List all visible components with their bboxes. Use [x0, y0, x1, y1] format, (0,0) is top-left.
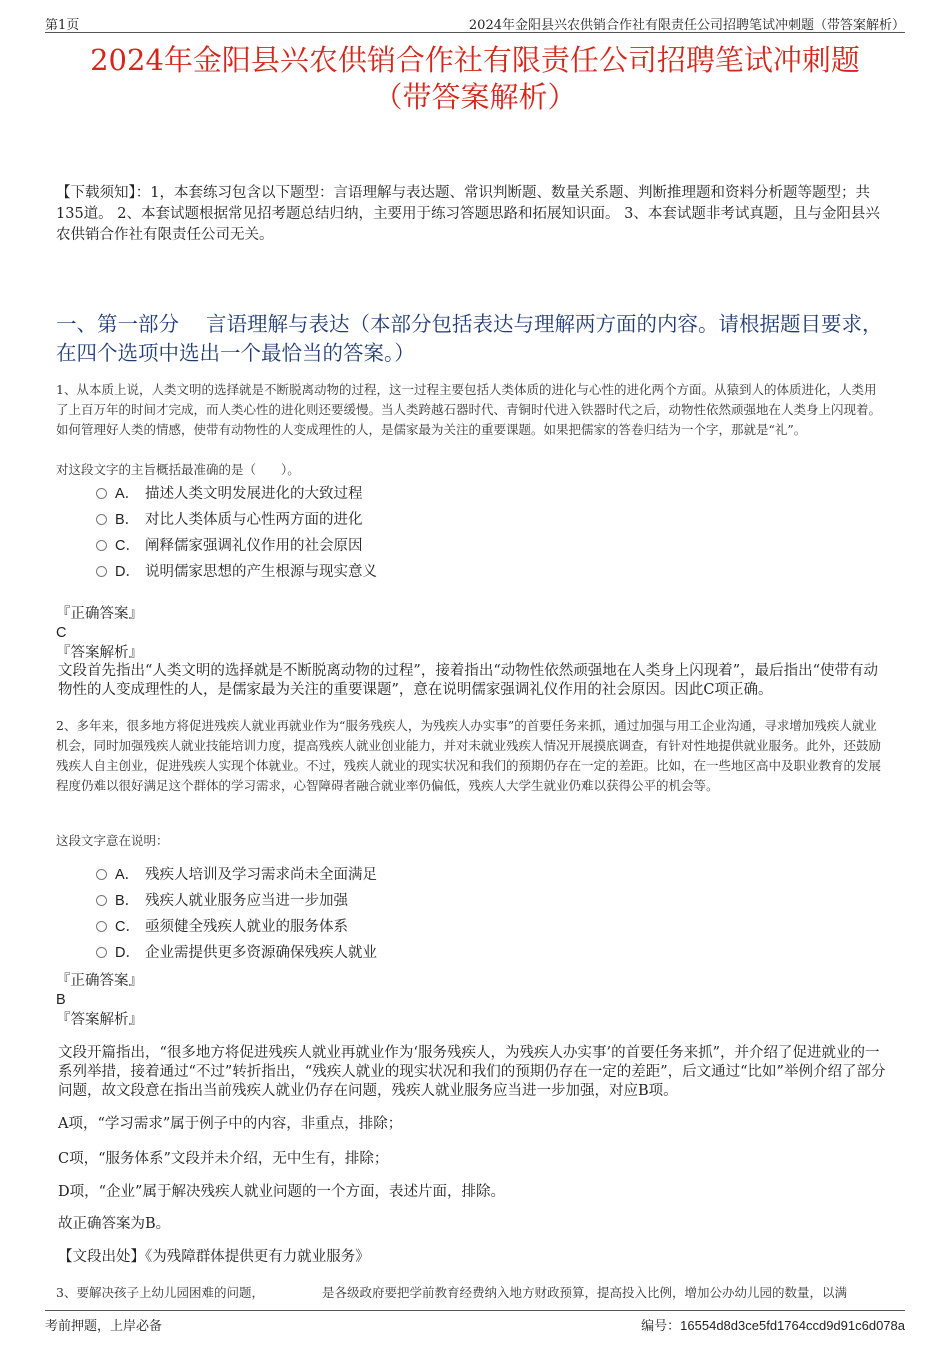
q1-answer: C: [56, 625, 67, 641]
title-line-1: 2024年金阳县兴农供销合作社有限责任公司招聘笔试冲刺题: [90, 43, 860, 77]
footer-slogan: 考前押题，上岸必备: [45, 1319, 163, 1334]
q2-option-a[interactable]: A． 残疾人培训及学习需求尚未全面满足: [96, 862, 596, 888]
q1-option-c[interactable]: C． 阐释儒家强调礼仪作用的社会原因: [96, 533, 596, 559]
radio-icon[interactable]: [96, 540, 107, 551]
q1-option-d[interactable]: D． 说明儒家思想的产生根源与现实意义: [96, 559, 596, 585]
q2-question: 这段文字意在说明：: [56, 833, 169, 848]
radio-icon[interactable]: [96, 514, 107, 525]
q2-option-c[interactable]: C． 亟须健全残疾人就业的服务体系: [96, 914, 596, 940]
radio-icon[interactable]: [96, 895, 107, 906]
q1-analysis: 文段首先指出“人类文明的选择就是不断脱离动物的过程”，接着指出“动物性依然顽强地在人类身上闪现着”，最后指出“使带有动物性的人变成理性的人，是儒家最为关注的重要课题”，意在说明儒家强调礼仪作用的社会原因。因此C项正确。: [58, 663, 879, 698]
q2-option-d[interactable]: D． 企业需提供更多资源确保残疾人就业: [96, 940, 596, 966]
radio-icon[interactable]: [96, 566, 107, 577]
q2-passage: 2、多年来，很多地方将促进残疾人就业再就业作为“服务残疾人，为残疾人办实事”的首要任务来抓，通过加强与用工企业沟通，寻求增加残疾人就业机会，同时加强残疾人就业技能培训力度，提高残疾人就业创业能力，并对未就业残疾人情况开展摸底调查，有针对性地提供就业服务。此外，还鼓励残疾人自主创业，促进残疾人实现个体就业。不过，残疾人就业的现实状况和我们的预期仍存在一定的差距。比如，在一些地区高中及职业教育的发展程度仍难以很好满足这个群体的学习需求，心智障碍者融合就业率仍偏低，残疾人大学生就业仍难以获得公平的机会等。: [56, 718, 882, 793]
q2-source: 【文段出处】《为残障群体提供更有力就业服务》: [58, 1249, 370, 1265]
q1-options: [96, 481, 596, 585]
download-notice: 【下载须知】：1，本套练习包含以下题型：言语理解与表达题、常识判断题、数量关系题、判断推理题和资料分析题等题型；共135道。 2、本套试题根据常见招考题总结归纳，主要用于练习答题思路和拓展知识面。 3、本套试题非考试真题，且与金阳县兴农供销合作社有限责任公司无关。: [56, 185, 880, 243]
q1-answer-label: 『正确答案』: [56, 606, 143, 622]
q2-options: [96, 862, 596, 966]
q1-option-b[interactable]: B． 对比人类体质与心性两方面的进化: [96, 507, 596, 533]
q3-passage-start: 3、要解决孩子上幼儿园困难的问题，: [56, 1285, 264, 1300]
page-number: 第1页: [45, 18, 80, 33]
q2-note-c: C项，“服务体系”文段并未介绍，无中生有，排除；: [58, 1151, 389, 1167]
title-line-2: （带答案解析）: [373, 80, 577, 114]
q1-option-a[interactable]: A． 描述人类文明发展进化的大致过程: [96, 481, 596, 507]
q2-answer-label: 『正确答案』: [56, 973, 143, 989]
section-title: 一、第一部分 言语理解与表达（本部分包括表达与理解两方面的内容。请根据题目要求，在四个选项中选出一个最恰当的答案。）: [56, 312, 883, 365]
q2-conclusion: 故正确答案为B。: [58, 1216, 171, 1232]
q2-analysis-label: 『答案解析』: [56, 1012, 143, 1028]
q2-analysis: 文段开篇指出，“很多地方将促进残疾人就业再就业作为‘服务残疾人，为残疾人办实事’的首要任务来抓”，并介绍了促进就业的一系列举措，接着通过“不过”转折指出，“残疾人就业的现实状况和我们的预期仍存在一定的差距”，后文通过“比如”举例介绍了部分问题，故文段意在指出当前残疾人就业仍存在问题，残疾人就业服务应当进一步加强，对应B项。: [58, 1045, 886, 1099]
page-title: [45, 42, 905, 116]
q3-passage-cont: 是各级政府要把学前教育经费纳入地方财政预算，提高投入比例，增加公办幼儿园的数量，以满: [322, 1285, 848, 1300]
radio-icon[interactable]: [96, 488, 107, 499]
radio-icon[interactable]: [96, 921, 107, 932]
q1-question: 对这段文字的主旨概括最准确的是（ ）。: [56, 462, 300, 477]
q2-answer: B: [56, 992, 66, 1008]
q2-option-b[interactable]: B． 残疾人就业服务应当进一步加强: [96, 888, 596, 914]
footer-id: 编号：16554d8d3ce5fd1764ccd9d91c6d078a: [641, 1318, 905, 1334]
page-header: [45, 12, 905, 33]
page-footer: [45, 1310, 905, 1333]
radio-icon[interactable]: [96, 869, 107, 880]
header-doc-title: 2024年金阳县兴农供销合作社有限责任公司招聘笔试冲刺题（带答案解析）: [468, 18, 905, 33]
q2-note-d: D项，“企业”属于解决残疾人就业问题的一个方面，表述片面，排除。: [58, 1184, 505, 1200]
q1-passage: 1、从本质上说，人类文明的选择就是不断脱离动物的过程，这一过程主要包括人类体质的进化与心性的进化两个方面。从猿到人的体质进化，人类用了上百万年的时间才完成，而人类心性的进化则还要缓慢。当人类跨越石器时代、青铜时代进入铁器时代之后，动物性依然顽强地在人类身上闪现着。如何管理好人类的情感，使带有动物性的人变成理性的人，是儒家最为关注的重要课题。如果把儒家的答卷归结为一个字，那就是“礼”。: [56, 382, 882, 437]
radio-icon[interactable]: [96, 947, 107, 958]
q1-analysis-label: 『答案解析』: [56, 645, 143, 661]
q2-note-a: A项，“学习需求”属于例子中的内容，非重点，排除；: [58, 1116, 403, 1132]
